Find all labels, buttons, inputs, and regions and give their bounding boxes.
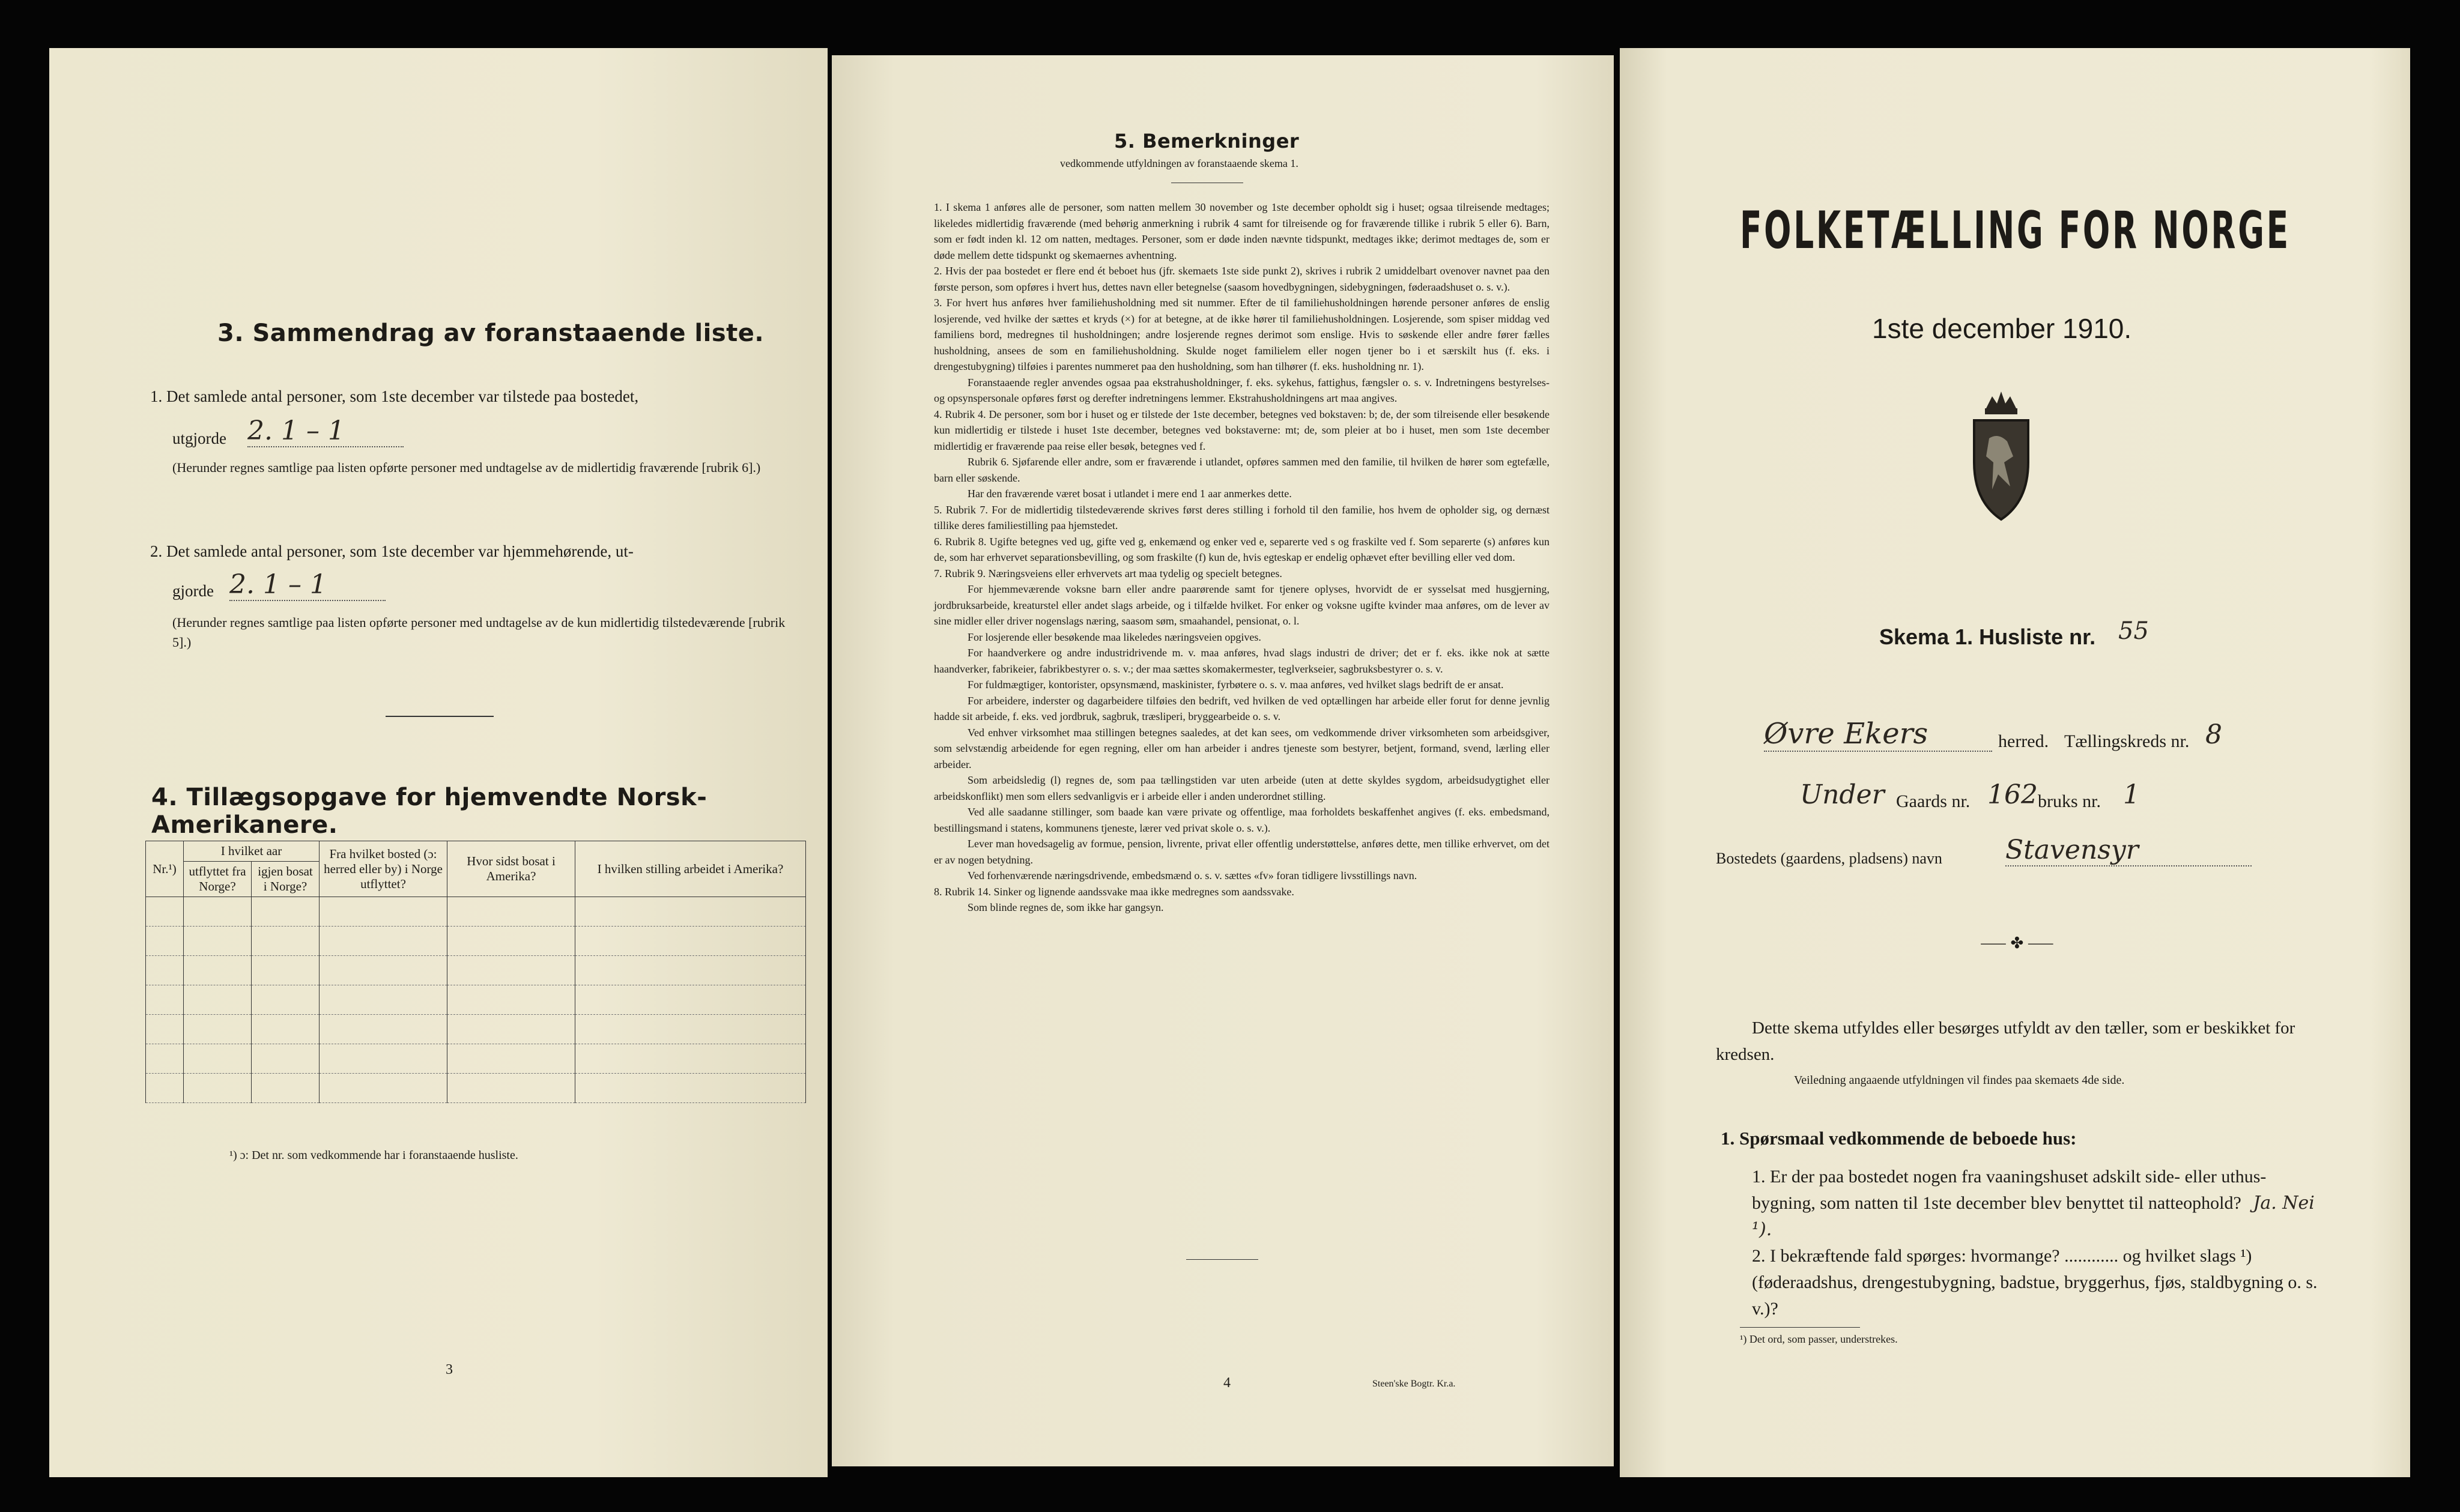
question-1-text: 1. Er der paa bostedet nogen fra vaaningshuset adskilt side- eller uthus-bygning, som natten til 1ste december blev benyttet til natteophold? <box>1752 1167 2267 1213</box>
table-row <box>146 956 806 985</box>
divider <box>1740 1327 1860 1328</box>
remark-paragraph: Ved enhver virksomhet maa stillingen betegnes saaledes, at det kan sees, om vedkommende driver virksomheten som arbeidsgiver, som selvstændig arbeidende for egen regning, eller om han arbeider i andres tjeneste som bestyrer, betjent, formand, svend, lærling eller arbeider. <box>934 726 1550 770</box>
remark-paragraph: Har den fraværende været bosat i utlandet i mere end 1 aar anmerkes dette. <box>968 488 1292 500</box>
table-row <box>146 985 806 1015</box>
q2-text: 2. Det samlede antal personer, som 1ste december var hjemmehørende, ut- <box>150 542 634 560</box>
remark-paragraph: 7. Rubrik 9. Næringsveiens eller erhvervets art maa tydelig og specielt betegnes. <box>934 567 1282 579</box>
bruks-value: 1 <box>2123 779 2140 810</box>
page-number: 3 <box>446 1362 453 1377</box>
intro-small: Veiledning angaaende utfyldningen vil findes paa skemaets 4de side. <box>1794 1074 2125 1087</box>
question-2: 2. I bekræftende fald spørges: hvormange? ............ og hvilket slags ¹) (føderaadshus, drengestubygning, badstue, bryggerhus, fjøs, staldbygning o. s. v.)? <box>1752 1246 2318 1319</box>
coat-of-arms-icon <box>1962 384 2040 528</box>
table-row <box>146 1015 806 1044</box>
bruks-label: bruks nr. <box>2038 791 2101 811</box>
remark-paragraph: Som arbeidsledig (l) regnes de, som paa tællingstiden var uten arbeide (uten at dette skyldes sygdom, arbeidsudygtighet eller arbeidskonflikt) men som ellers sedvanligvis er i arbeide eller i anden underordnet stilling. <box>934 774 1550 802</box>
gaards-label: Gaards nr. <box>1896 791 1971 811</box>
q2-note: (Herunder regnes samtlige paa listen opførte personer med undtagelse av de kun midlertidig tilstedeværende [rubrik 5].) <box>172 615 786 650</box>
questions-heading: 1. Spørsmaal vedkommende de beboede hus: <box>1721 1128 2077 1149</box>
page-number: 4 <box>1223 1375 1231 1391</box>
col-returned: igjen bosat i Norge? <box>252 862 320 897</box>
remark-paragraph: For arbeidere, inderster og dagarbeidere tilføies den bedrift, ved hvilken de ved optællingen har arbeide eller forut for denne jevnlig hadde sit arbeide, f. eks. ved jordbruk, sagbruk, træsliperi, bryggearbeide o. s. v. <box>934 694 1550 722</box>
section3-title: 3. Sammendrag av foranstaaende liste. <box>217 319 765 347</box>
remark-paragraph: Ved alle saadanne stillinger, som baade kan være private og offentlige, maa forholdets beskaffenhet angives (f. eks. embedsmand, bestillingsmand i statens, kommunens tjeneste, lærer ved privat skole o. s. v.). <box>934 806 1550 834</box>
col-emigrated: utflyttet fra Norge? <box>184 862 252 897</box>
remark-paragraph: 4. Rubrik 4. De personer, som bor i huset og er tilstede der 1ste december, betegnes ved bokstaven: b; de, der som tilreisende eller besøkende kun midlertidig er tilstede i huset 1ste december, betegnes ved bokstaverne: mt; de, som pleier at bo i huset, men som 1ste december midlertidig er fraværende paa reise eller besøk, betegnes ved f. <box>934 408 1550 452</box>
remarks-body <box>934 199 1550 916</box>
col-group: I hvilket aar <box>184 841 320 862</box>
bosted-label: Bostedets (gaardens, pladsens) navn <box>1716 850 1942 867</box>
q2-answer: 2. 1 – 1 <box>229 569 386 601</box>
table-footnote: ¹) ɔ: Det nr. som vedkommende har i foranstaaende husliste. <box>229 1149 518 1162</box>
kreds-value: 8 <box>2205 719 2222 750</box>
bosted-value: Stavensyr <box>2005 835 2252 866</box>
table-row <box>146 897 806 927</box>
q1-label: utgjorde <box>172 429 226 447</box>
remarks-subtitle: vedkommende utfyldningen av foranstaaende skema 1. <box>1060 157 1298 169</box>
divider <box>386 716 494 717</box>
remark-paragraph: For hjemmeværende voksne barn eller andre paarørende samt for tjenere oplyses, hvorvidt de er sysselsat med husgjerning, jordbruksarbeide, kreaturstel eller andet slags arbeide, og i tilfælde hvilket. For enker og voksne ugifte kvinder maa anføres, om de lever av sine midler eller driver nogenslags næring, saasom søm, smaahandel, pensionat, o. l. <box>934 583 1550 627</box>
q1-answer: 2. 1 – 1 <box>247 416 404 447</box>
q1-note: (Herunder regnes samtlige paa listen opførte personer med undtagelse av de midlertidig fraværende [rubrik 6].) <box>172 460 761 475</box>
remarks-title: 5. Bemerkninger <box>1114 130 1300 153</box>
section4-title: 4. Tillægsopgave for hjemvendte Norsk-Amerikanere. <box>151 784 707 839</box>
gaards-value: 162 <box>1987 779 2038 810</box>
norsk-amerikanere-table <box>145 841 806 1103</box>
q1-text: 1. Det samlede antal personer, som 1ste december var tilstede paa bostedet, <box>150 387 639 405</box>
remark-paragraph: 8. Rubrik 14. Sinker og lignende aandssvake maa ikke medregnes som aandssvake. <box>934 885 1294 898</box>
remark-paragraph: 1. I skema 1 anføres alle de personer, som natten mellem 30 november og 1ste december opholdt sig i huset; ogsaa tilreisende medtages; likeledes midlertidig fraværende (med behørig anmerkning i rubrik 4 samt for tilreisende og for fraværende tillike i rubrik 5 eller 6). Barn, som er født inden kl. 12 om natten, medtages. Personer, som er døde inden nævnte tidspunkt, medtages ikke; derimot medtages de, som er døde mellem dette tidspunkt og skemaernes avhentning. <box>934 201 1550 261</box>
question-1-options: Ja. Nei ¹). <box>1752 1193 2315 1240</box>
remark-paragraph: For losjerende eller besøkende maa likeledes næringsveien opgives. <box>968 631 1261 643</box>
ornament: ⸺ ✤ ⸺ <box>1980 934 2054 952</box>
schema-nr: 55 <box>2118 617 2149 645</box>
census-title: FOLKETÆLLING FOR NORGE <box>1740 201 2291 261</box>
remark-paragraph: 6. Rubrik 8. Ugifte betegnes ved ug, gifte ved g, enkemænd og enker ved e, separerte ved s og fraskilte ved f. Som separerte (s) anføres kun de, som har erhvervet separationsbevilling, og som fraskilte (f) kun de, hvis egteskap er endelig ophævet efter bevilling eller ved dom. <box>934 535 1550 563</box>
remark-paragraph: Rubrik 6. Sjøfarende eller andre, som er fraværende i utlandet, opføres sammen med den familie, til hvilken de hører som egtefælle, barn eller søskende. <box>934 456 1550 484</box>
col-from-where: Fra hvilket bosted (ɔ: herred eller by) i Norge utflyttet? <box>320 841 447 897</box>
table-row <box>146 1044 806 1074</box>
schema-label: Skema 1. Husliste nr. <box>1879 624 2096 649</box>
gaards-prefix: Under <box>1800 779 1885 810</box>
remark-paragraph: Foranstaaende regler anvendes ogsaa paa ekstrahusholdninger, f. eks. sykehus, fattighus, fængsler o. s. v. Indretningens bestyrelses- og opsynspersonale opføres først og derefter indretningens lemmer. Ekstrahusholdningens art maa angives. <box>934 376 1550 404</box>
census-date: 1ste december 1910. <box>1872 313 2132 344</box>
question-1 <box>1752 1164 2328 1243</box>
remark-paragraph: Ved forhenværende næringsdrivende, embedsmænd o. s. v. sættes «fv» foran tidligere livsstillings navn. <box>968 869 1417 881</box>
remark-paragraph: Som blinde regnes de, som ikke har gangsyn. <box>968 901 1164 913</box>
footnote: ¹) Det ord, som passer, understrekes. <box>1740 1333 1898 1345</box>
table-row <box>146 1074 806 1103</box>
table-row <box>146 927 806 956</box>
col-nr: Nr.¹) <box>146 841 184 897</box>
remark-paragraph: 2. Hvis der paa bostedet er flere end ét beboet hus (jfr. skemaets 1ste side punkt 2), skrives i rubrik 2 umiddelbart ovenover navnet paa den første person, som opføres i hvert hus, dettes navn eller betegnelse (saasom hovedbygningen, sidebygningen, føderaadshuset o. s. v.). <box>934 265 1550 293</box>
kreds-label: Tællingskreds nr. <box>2064 731 2190 751</box>
remark-paragraph: 3. For hvert hus anføres hver familiehusholdning med sit nummer. Efter de til familiehusholdningen hørende personer anføres de enslig losjerende, ved hvilke der sættes et kryds (×) for at betegne, at de ikke hører til familiehusholdningen. Losjerende, som spiser middag ved familiens bord, medregnes til husholdningen; andre losjerende regnes derimot som enslige. Hvis to søskende eller andre fører fælles husholdning, ansees de som en familiehusholdning. Skulde noget familielem eller nogen tjener bo i et særskilt hus (f. eks. i drengestubygning) tilføies i parentes nummeret paa den husholdning, som han tilhører (f. eks. husholdning nr. 1). <box>934 297 1550 372</box>
col-last-residence: Hvor sidst bosat i Amerika? <box>447 841 575 897</box>
remark-paragraph: Lever man hovedsagelig av formue, pension, livrente, privat eller offentlig understøttelse, anføres dette, men tillike erhvervet, om det er av nogen betydning. <box>934 838 1550 866</box>
divider <box>1186 1259 1258 1260</box>
intro-text: Dette skema utfyldes eller besørges utfyldt av den tæller, som er beskikket for kredsen. <box>1716 1018 2295 1064</box>
printer-mark: Steen'ske Bogtr. Kr.a. <box>1372 1379 1456 1389</box>
herred-value: Øvre Ekers <box>1764 717 1992 752</box>
remark-paragraph: For haandverkere og andre industridrivende m. v. maa anføres, hvad slags industri de driver; det er f. eks. ikke nok at sætte haandverker, fabrikeier, fabrikbestyrer o. s. v.; der maa sættes skomakermester, teglverkseier, sagbruksbestyrer o. s. v. <box>934 647 1550 675</box>
right-page <box>1620 48 2410 1477</box>
middle-page <box>832 55 1614 1466</box>
q2-label: gjorde <box>172 582 214 600</box>
herred-label: herred. <box>1998 731 2049 751</box>
remark-paragraph: 5. Rubrik 7. For de midlertidig tilstedeværende skrives først deres stilling i forhold til den familie, hos hvem de opholder sig, og dernæst tillike deres familiestilling paa hjemstedet. <box>934 503 1550 531</box>
col-occupation: I hvilken stilling arbeidet i Amerika? <box>575 841 806 897</box>
left-page <box>49 48 828 1477</box>
remark-paragraph: For fuldmægtiger, kontorister, opsynsmænd, maskinister, fyrbøtere o. s. v. maa anføres, ved hvilket slags bedrift de er ansat. <box>968 679 1504 691</box>
